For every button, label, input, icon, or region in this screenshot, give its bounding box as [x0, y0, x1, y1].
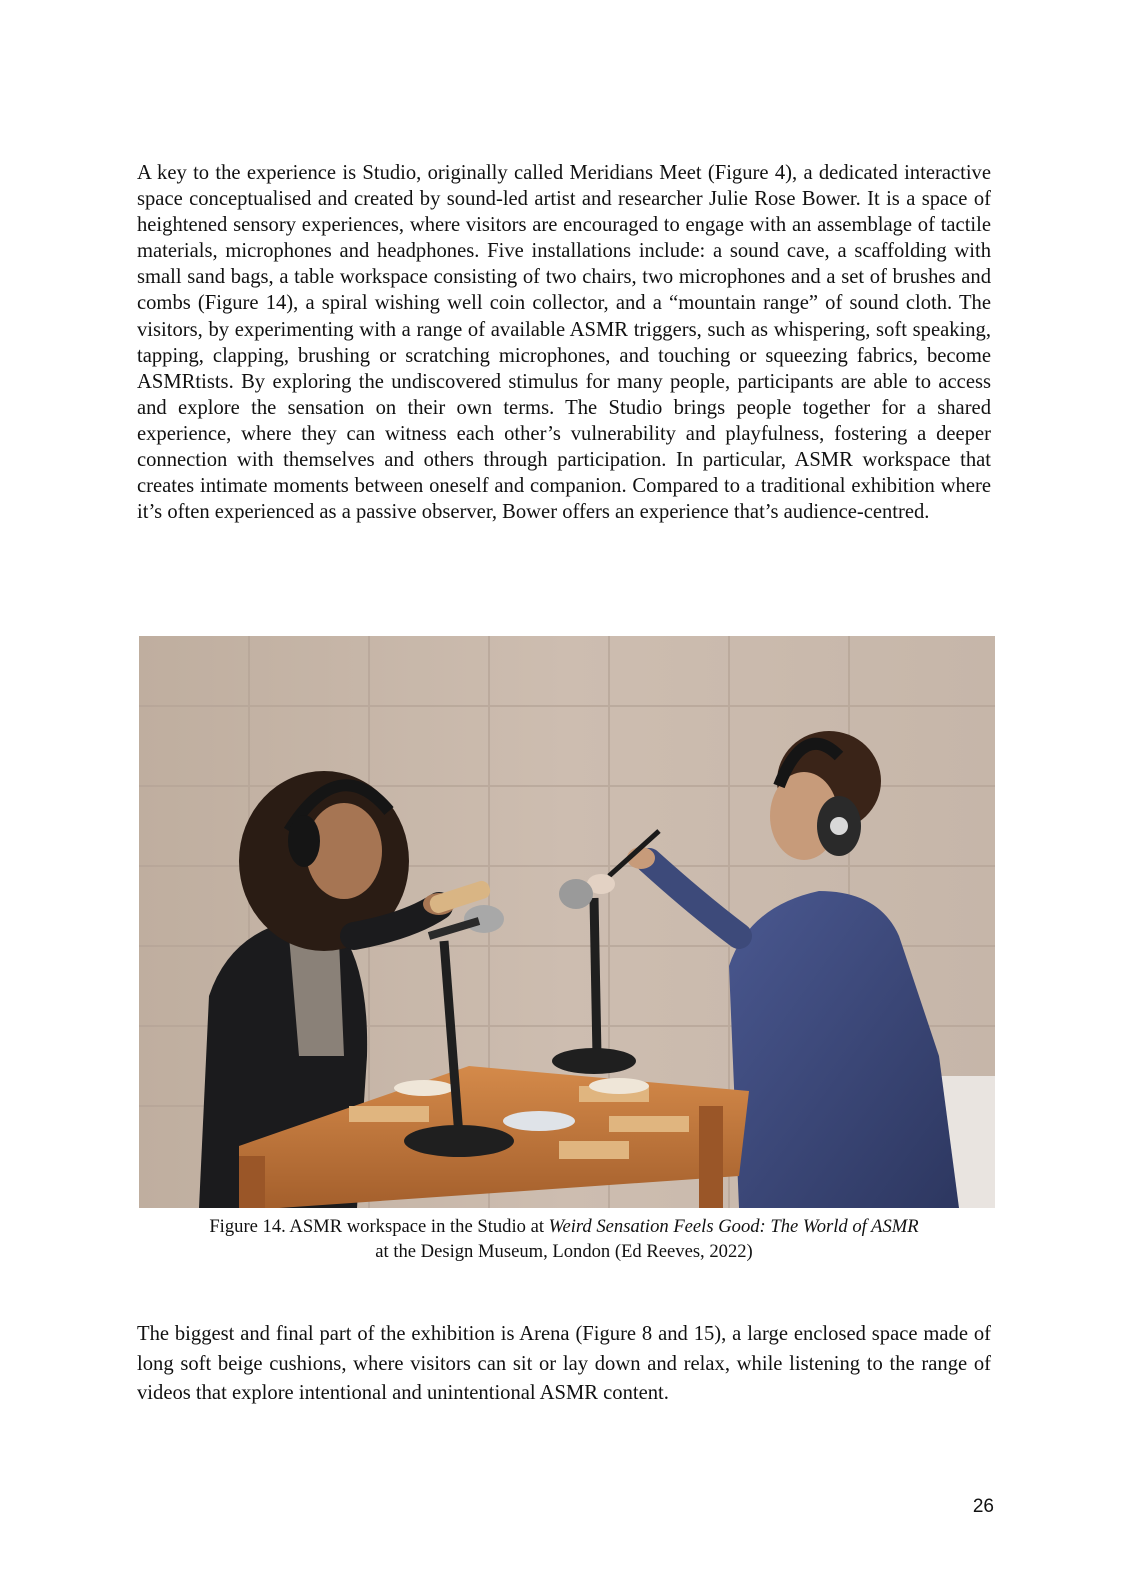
- page-number: 26: [972, 1496, 994, 1517]
- body-paragraph-2: The biggest and final part of the exhibition is Arena (Figure 8 and 15), a large enclosed space made of long soft beige cushions, where visitors can sit or lay down and relax, while listening to the range of videos that explore intentional and unintentional ASMR content.: [137, 1323, 991, 1404]
- brush-block-3: [609, 1116, 689, 1132]
- body-paragraph-1: A key to the experience is Studio, originally called Meridians Meet (Figure 4), a dedicated interactive space conceptualised and created by sound-led artist and researcher Julie Rose Bower. It is a space of heightened sensory experiences, where visitors are encouraged to engage with an assemblage of tactile materials, microphones and headphones. Five installations include: a sound cave, a scaffolding with small sand bags, a table workspace consisting of two chairs, two microphones and a set of brushes and combs (Figure 14), a spiral wishing well coin collector, and a “mountain range” of sound cloth. The visitors, by experimenting with a range of available ASMR triggers, such as whispering, soft speaking, tapping, clapping, brushing or scratching microphones, and touching or squeezing fabrics, become ASMRtists. By exploring the undiscovered stimulus for many people, participants are able to access and explore the sensation on their own terms. The Studio brings people together for a shared experience, where they can witness each other’s vulnerability and playfulness, fostering a deeper connection with themselves and others through participation. In particular, ASMR workspace that creates intimate moments between oneself and companion. Compared to a traditional exhibition where it’s often experienced as a passive observer, Bower offers an experience that’s audience-centred.: [137, 162, 991, 524]
- caption-credit: at the Design Museum, London (Ed Reeves, 2022): [375, 1241, 753, 1262]
- caption-prefix: Figure 14. ASMR workspace in the Studio at: [209, 1216, 549, 1237]
- brush-block-4: [559, 1141, 629, 1159]
- coin-dish: [503, 1111, 575, 1131]
- caption-exhibition-title: Weird Sensation Feels Good: The World of ASMR: [548, 1216, 919, 1237]
- figure-14-photo: [139, 636, 995, 1208]
- asmr-workspace-illustration: [139, 636, 995, 1208]
- brush-block-1: [349, 1106, 429, 1122]
- figure-caption: [137, 1214, 991, 1264]
